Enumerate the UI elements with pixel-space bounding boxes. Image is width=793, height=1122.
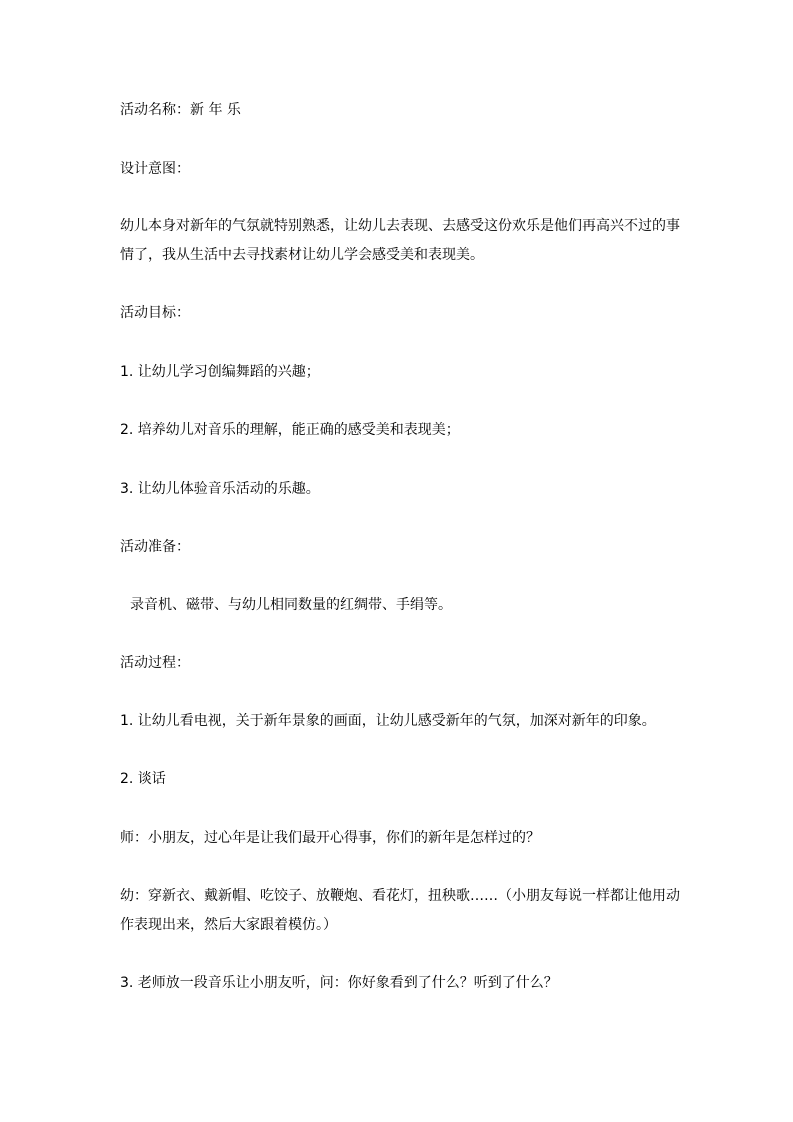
goals-heading: 活动目标： [120,305,190,321]
design-intent-heading: 设计意图： [120,161,190,177]
child-answer-line-2: 作表现出来，然后大家跟着模仿。） [120,917,337,933]
process-heading: 活动过程： [120,655,190,671]
teacher-question: 师：小朋友，过心年是让我们最开心得事，你们的新年是怎样过的？ [120,830,540,846]
process-step-3: 3. 老师放一段音乐让小朋友听，问：你好象看到了什么？听到了什么？ [120,975,558,991]
preparation-text: 录音机、磁带、与幼儿相同数量的红绸带、手绢等。 [130,597,452,613]
design-intent-line-1: 幼儿本身对新年的气氛就特别熟悉，让幼儿去表现、去感受这份欢乐是他们再高兴不过的事 [120,218,680,234]
goal-item-2: 2. 培养幼儿对音乐的理解，能正确的感受美和表现美； [120,422,460,438]
process-step-1: 1. 让幼儿看电视，关于新年景象的画面，让幼儿感受新年的气氛，加深对新年的印象。 [120,713,656,729]
activity-name: 活动名称：新 年 乐 [120,102,241,118]
preparation-heading: 活动准备： [120,539,190,555]
goal-item-3: 3. 让幼儿体验音乐活动的乐趣。 [120,481,320,497]
child-answer-line-1: 幼：穿新衣、戴新帽、吃饺子、放鞭炮、看花灯，扭秧歌……（小朋友每说一样都让他用动 [120,888,680,904]
design-intent-line-2: 情了，我从生活中去寻找素材让幼儿学会感受美和表现美。 [120,247,484,263]
process-step-2: 2. 谈话 [120,771,166,787]
goal-item-1: 1. 让幼儿学习创编舞蹈的兴趣； [120,364,320,380]
